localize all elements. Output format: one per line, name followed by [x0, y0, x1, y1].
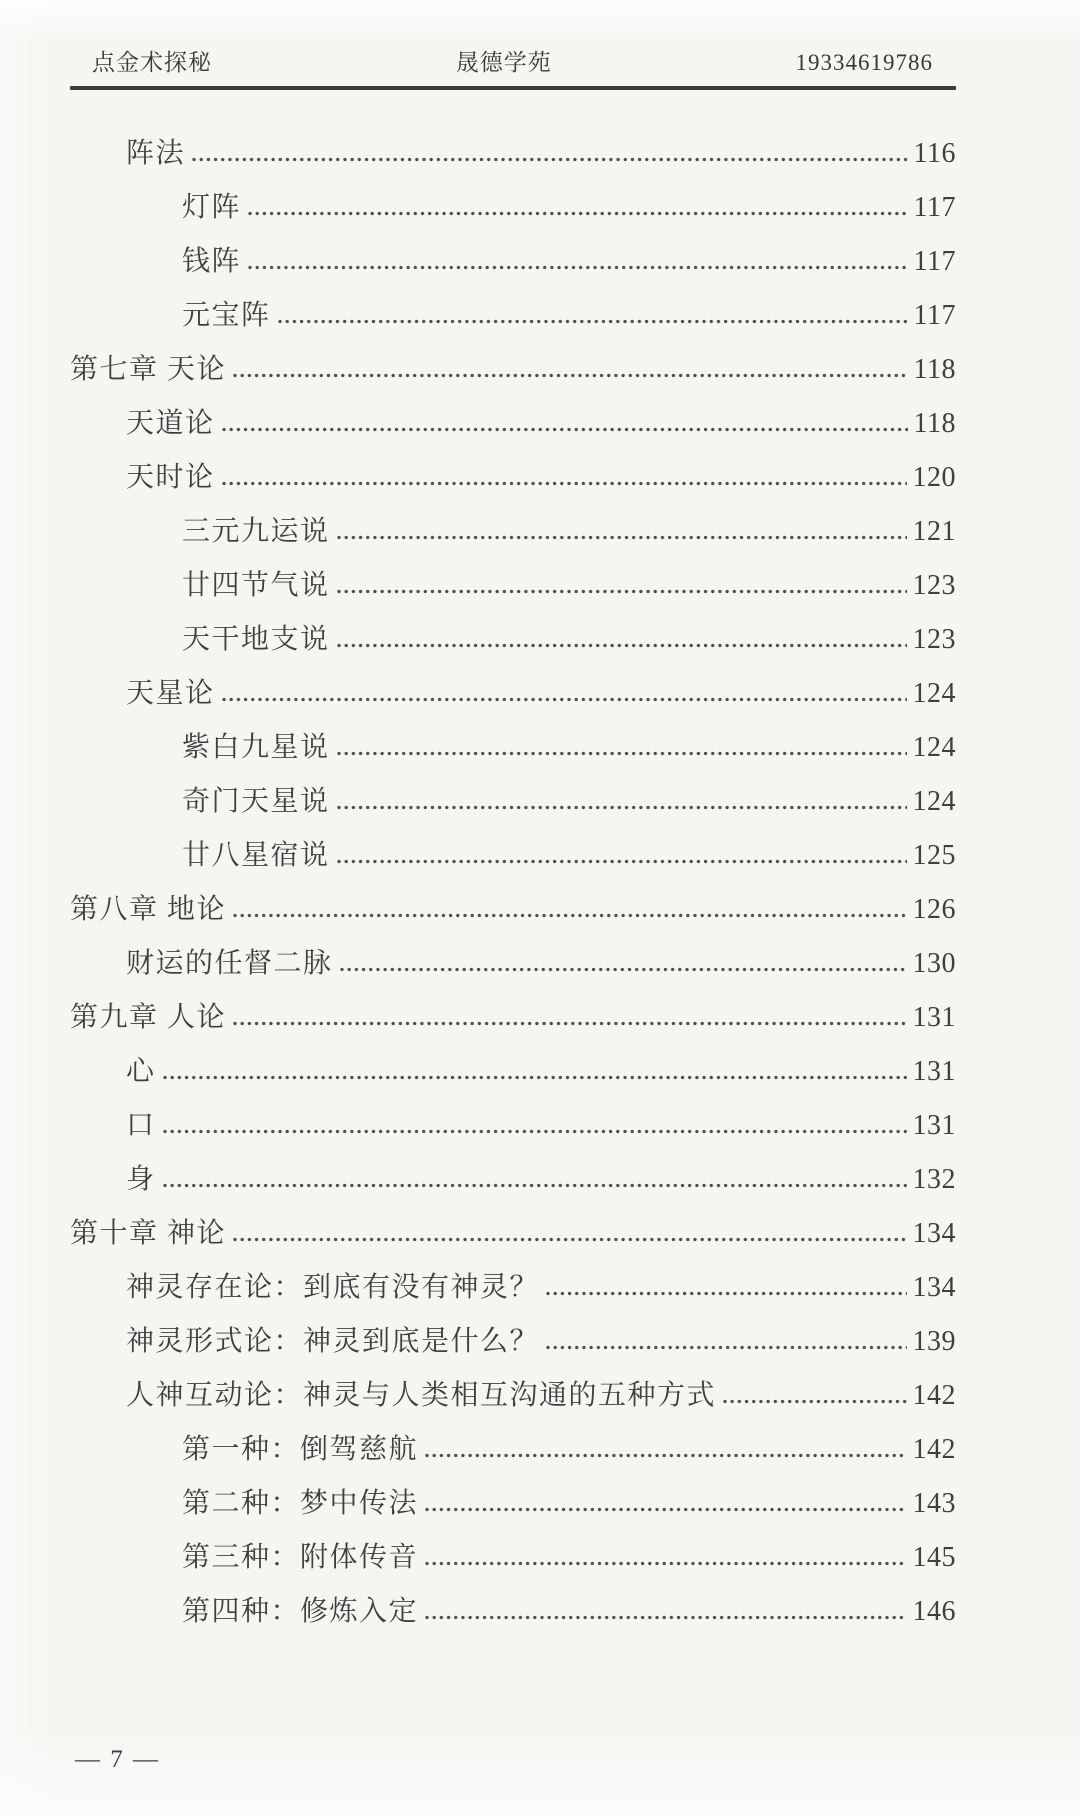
toc-entry-title: 神灵形式论：神灵到底是什么？ — [126, 1326, 540, 1357]
toc-entry-page-number: 131 — [912, 1110, 956, 1141]
toc-entry-title: 财运的任督二脉 — [126, 948, 333, 979]
dot-leader — [222, 427, 908, 432]
toc-entry-title: 天干地支说 — [182, 624, 330, 655]
toc-entry-title: 紫白九星说 — [182, 732, 330, 763]
toc-entry — [70, 1369, 956, 1423]
dot-leader — [163, 1075, 907, 1080]
dot-leader — [163, 1129, 907, 1134]
dot-leader — [337, 643, 907, 648]
dot-leader — [337, 859, 907, 864]
toc-entry — [70, 937, 956, 991]
dot-leader — [337, 535, 907, 540]
toc-entry-page-number: 121 — [912, 516, 956, 547]
toc-entry-title: 三元九运说 — [182, 516, 330, 547]
dot-leader — [233, 373, 908, 378]
toc-entry — [70, 1045, 956, 1099]
toc-entry-page-number: 132 — [912, 1164, 956, 1195]
toc-entry-page-number: 117 — [913, 246, 956, 277]
toc-entry — [70, 883, 956, 937]
toc-entry-page-number: 124 — [912, 732, 956, 763]
header-divider — [70, 86, 956, 90]
toc-entry — [70, 289, 956, 343]
toc-entry — [70, 1477, 956, 1531]
toc-entry-page-number: 139 — [912, 1326, 956, 1357]
toc-entry — [70, 559, 956, 613]
toc-entry-page-number: 142 — [912, 1380, 956, 1411]
dot-leader — [278, 319, 908, 324]
dot-leader — [222, 697, 907, 702]
toc-entry-title: 第九章 人论 — [70, 1002, 227, 1033]
toc-entry — [70, 1153, 956, 1207]
toc-entry — [70, 775, 956, 829]
toc-entry — [70, 721, 956, 775]
toc-entry — [70, 1531, 956, 1585]
toc-entry — [70, 667, 956, 721]
toc-entry — [70, 1423, 956, 1477]
dot-leader — [340, 967, 907, 972]
toc-entry-title: 天道论 — [126, 408, 215, 439]
toc-entry-title: 天星论 — [126, 678, 215, 709]
toc-entry-page-number: 124 — [912, 678, 956, 709]
toc-entry — [70, 235, 956, 289]
header-book-title: 点金术探秘 — [92, 50, 212, 75]
dot-leader — [222, 481, 907, 486]
dot-leader — [248, 265, 908, 270]
toc-entry-page-number: 117 — [913, 192, 956, 223]
toc-entry-page-number: 117 — [913, 300, 956, 331]
toc-entry-page-number: 134 — [912, 1272, 956, 1303]
toc-entry-title: 第二种：梦中传法 — [182, 1488, 419, 1519]
toc-entry-page-number: 116 — [913, 138, 956, 169]
toc-entry-title: 身 — [126, 1164, 156, 1195]
toc-entry-title: 元宝阵 — [182, 300, 271, 331]
toc-entry-title: 第七章 天论 — [70, 354, 227, 385]
header-center-title: 晟德学苑 — [455, 50, 552, 75]
dot-leader — [425, 1507, 906, 1512]
toc-entry-title: 第三种：附体传音 — [182, 1542, 419, 1573]
toc-entry-title: 第十章 神论 — [70, 1218, 227, 1249]
toc-entry — [70, 451, 956, 505]
dot-leader — [248, 211, 908, 216]
toc-entry-page-number: 120 — [912, 462, 956, 493]
dot-leader — [337, 589, 907, 594]
dot-leader — [425, 1561, 906, 1566]
toc-entry-title: 钱阵 — [182, 246, 242, 277]
toc-entry — [70, 613, 956, 667]
toc-entry — [70, 343, 956, 397]
toc-entry — [70, 181, 956, 235]
toc-entry-page-number: 130 — [912, 948, 956, 979]
page-header — [70, 0, 956, 77]
dot-leader — [546, 1291, 906, 1296]
toc-entry-title: 廿八星宿说 — [182, 840, 330, 871]
toc-entry — [70, 991, 956, 1045]
dot-leader — [425, 1615, 906, 1620]
dot-leader — [546, 1345, 906, 1350]
toc-entry — [70, 1315, 956, 1369]
dot-leader — [163, 1183, 907, 1188]
dot-leader — [425, 1453, 906, 1458]
toc-entry-title: 第一种：倒驾慈航 — [182, 1434, 419, 1465]
toc-entry-page-number: 142 — [912, 1434, 956, 1465]
toc-entry-page-number: 131 — [912, 1002, 956, 1033]
toc-entry-title: 口 — [126, 1110, 156, 1141]
dot-leader — [192, 157, 908, 162]
page-number: — 7 — — [75, 1746, 160, 1773]
toc-entry — [70, 1099, 956, 1153]
table-of-contents — [70, 127, 956, 1639]
toc-entry-title: 人神互动论：神灵与人类相互沟通的五种方式 — [126, 1380, 717, 1411]
toc-entry — [70, 1261, 956, 1315]
header-phone-number: 19334619786 — [795, 50, 933, 75]
toc-entry — [70, 127, 956, 181]
toc-entry-page-number: 145 — [912, 1542, 956, 1573]
toc-entry-page-number: 123 — [912, 624, 956, 655]
dot-leader — [723, 1399, 906, 1404]
toc-entry-page-number: 143 — [912, 1488, 956, 1519]
toc-entry — [70, 397, 956, 451]
toc-entry-title: 神灵存在论：到底有没有神灵？ — [126, 1272, 540, 1303]
dot-leader — [233, 1237, 906, 1242]
toc-entry-title: 奇门天星说 — [182, 786, 330, 817]
document-page — [70, 0, 956, 1816]
toc-entry-page-number: 123 — [912, 570, 956, 601]
toc-entry-page-number: 118 — [913, 354, 956, 385]
toc-entry-page-number: 126 — [912, 894, 956, 925]
toc-entry-page-number: 146 — [912, 1596, 956, 1627]
toc-entry — [70, 829, 956, 883]
dot-leader — [337, 751, 907, 756]
toc-entry-title: 心 — [126, 1056, 156, 1087]
toc-entry — [70, 1207, 956, 1261]
dot-leader — [337, 805, 907, 810]
toc-entry-page-number: 134 — [912, 1218, 956, 1249]
toc-entry-page-number: 118 — [913, 408, 956, 439]
page-footer — [75, 1746, 160, 1774]
toc-entry-page-number: 131 — [912, 1056, 956, 1087]
toc-entry — [70, 1585, 956, 1639]
toc-entry-page-number: 124 — [912, 786, 956, 817]
toc-entry-title: 廿四节气说 — [182, 570, 330, 601]
toc-entry-title: 第四种：修炼入定 — [182, 1596, 419, 1627]
dot-leader — [233, 1021, 906, 1026]
toc-entry-page-number: 125 — [912, 840, 956, 871]
toc-entry — [70, 505, 956, 559]
dot-leader — [233, 913, 906, 918]
toc-entry-title: 阵法 — [126, 138, 186, 169]
toc-entry-title: 灯阵 — [182, 192, 242, 223]
toc-entry-title: 第八章 地论 — [70, 894, 227, 925]
toc-entry-title: 天时论 — [126, 462, 215, 493]
